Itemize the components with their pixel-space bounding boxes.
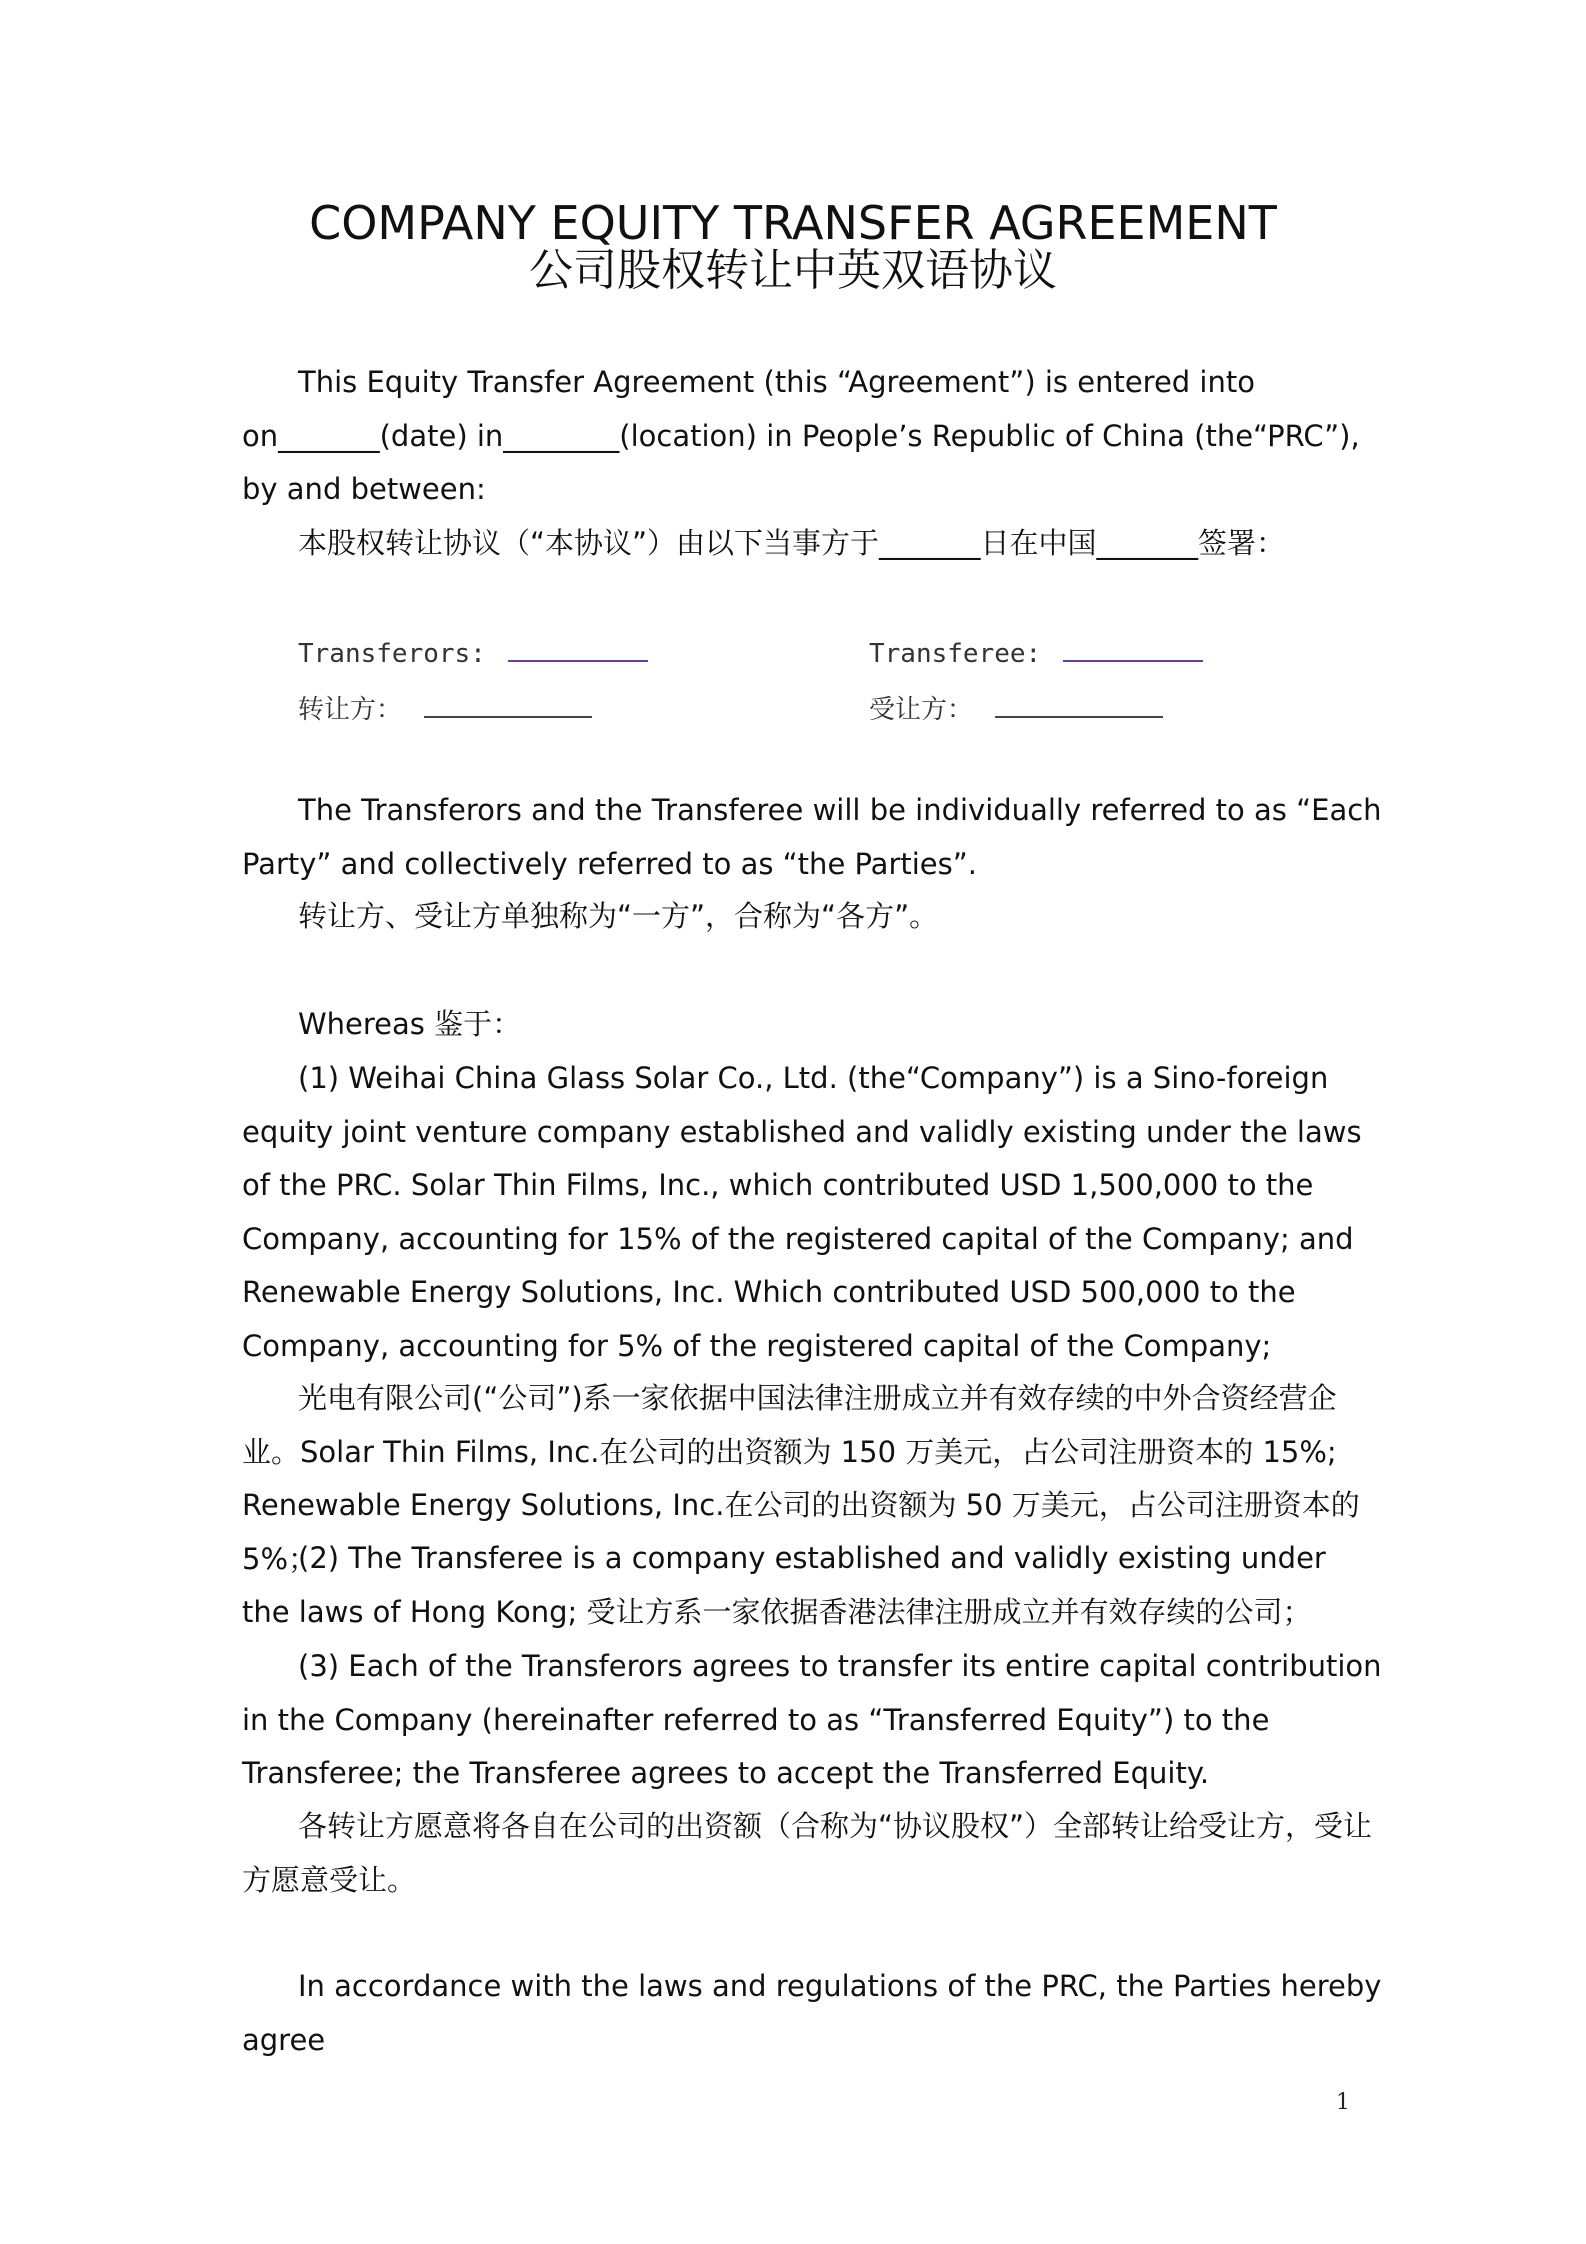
title-english: COMPANY EQUITY TRANSFER AGREEMENT <box>309 196 1277 250</box>
transferee-zh-row <box>869 689 1163 726</box>
whereas-heading: Whereas 鉴于： <box>298 1007 522 1041</box>
transferee-zh-blank <box>995 694 1163 718</box>
title-chinese: 公司股权转让中英双语协议 <box>529 245 1057 296</box>
transferee-zh-label: 受让方： <box>869 695 974 725</box>
transferors-en-row <box>298 638 648 669</box>
recital-2: (2) The Transferee is a company established and validly existing under the laws of Hong Kong; 受让方系一家依据香港法律注册成立并有效存续的公司； <box>242 1541 1326 1629</box>
transferee-en-row <box>869 638 1203 669</box>
closing-paragraph-en: In accordance with the laws and regulations of the PRC, the Parties hereby agree <box>242 1969 1382 2057</box>
transferors-en-blank <box>508 638 648 662</box>
recital-1-en: (1) Weihai China Glass Solar Co., Ltd. (the“Company”) is a Sino-foreign equity joint venture company established and validly existing under the laws of the PRC. Solar Thin Films, Inc., which contributed USD 1,500,000 to the Company, accounting for 15% of the registered capital of the Company; and Renewable Energy Solutions, Inc. Which contributed USD 500,000 to the Company, accounting for 5% of the registered capital of the Company; <box>242 1061 1362 1363</box>
intro-paragraph-zh: 本股权转让协议（“本协议”）由以下当事方于_______日在中国_______签署： <box>298 526 1286 560</box>
recital-1-zh: 光电有限公司(“公司”)系一家依据中国法律注册成立并有效存续的中外合资经营企业。Solar Thin Films, Inc.在公司的出资额为 150 万美元，占公司注册资本的 15%; Renewable Energy Solutions, Inc.在公司的出资额为 50 万美元，占公司注册资本的 5%； <box>242 1381 1360 1576</box>
transferors-en-label: Transferors: <box>298 639 486 669</box>
transferee-en-label: Transferee: <box>869 639 1042 669</box>
intro-paragraph-en: This Equity Transfer Agreement (this “Agreement”) is entered into on_______(date) in________(location) in People’s Republic of China (the“PRC”), by and between: <box>242 365 1360 506</box>
recital-3-en: (3) Each of the Transferors agrees to transfer its entire capital contribution in the Company (hereinafter referred to as “Transferred Equity”) to the Transferee; the Transferee agrees to accept the Transferred Equity. <box>242 1649 1382 1790</box>
transferors-zh-blank <box>424 694 592 718</box>
parties-ref-paragraph-zh: 转让方、受让方单独称为“一方”，合称为“各方”。 <box>298 899 939 933</box>
transferors-zh-label: 转让方： <box>298 695 403 725</box>
transferors-zh-row <box>298 689 592 726</box>
parties-ref-paragraph-en: The Transferors and the Transferee will be individually referred to as “Each Party” and collectively referred to as “the Parties”. <box>242 793 1382 881</box>
transferee-en-blank <box>1063 638 1203 662</box>
recital-3-zh: 各转让方愿意将各自在公司的出资额（合称为“协议股权”）全部转让给受让方，受让方愿意受让。 <box>242 1809 1373 1897</box>
page-number: 1 <box>1336 2090 1350 2115</box>
